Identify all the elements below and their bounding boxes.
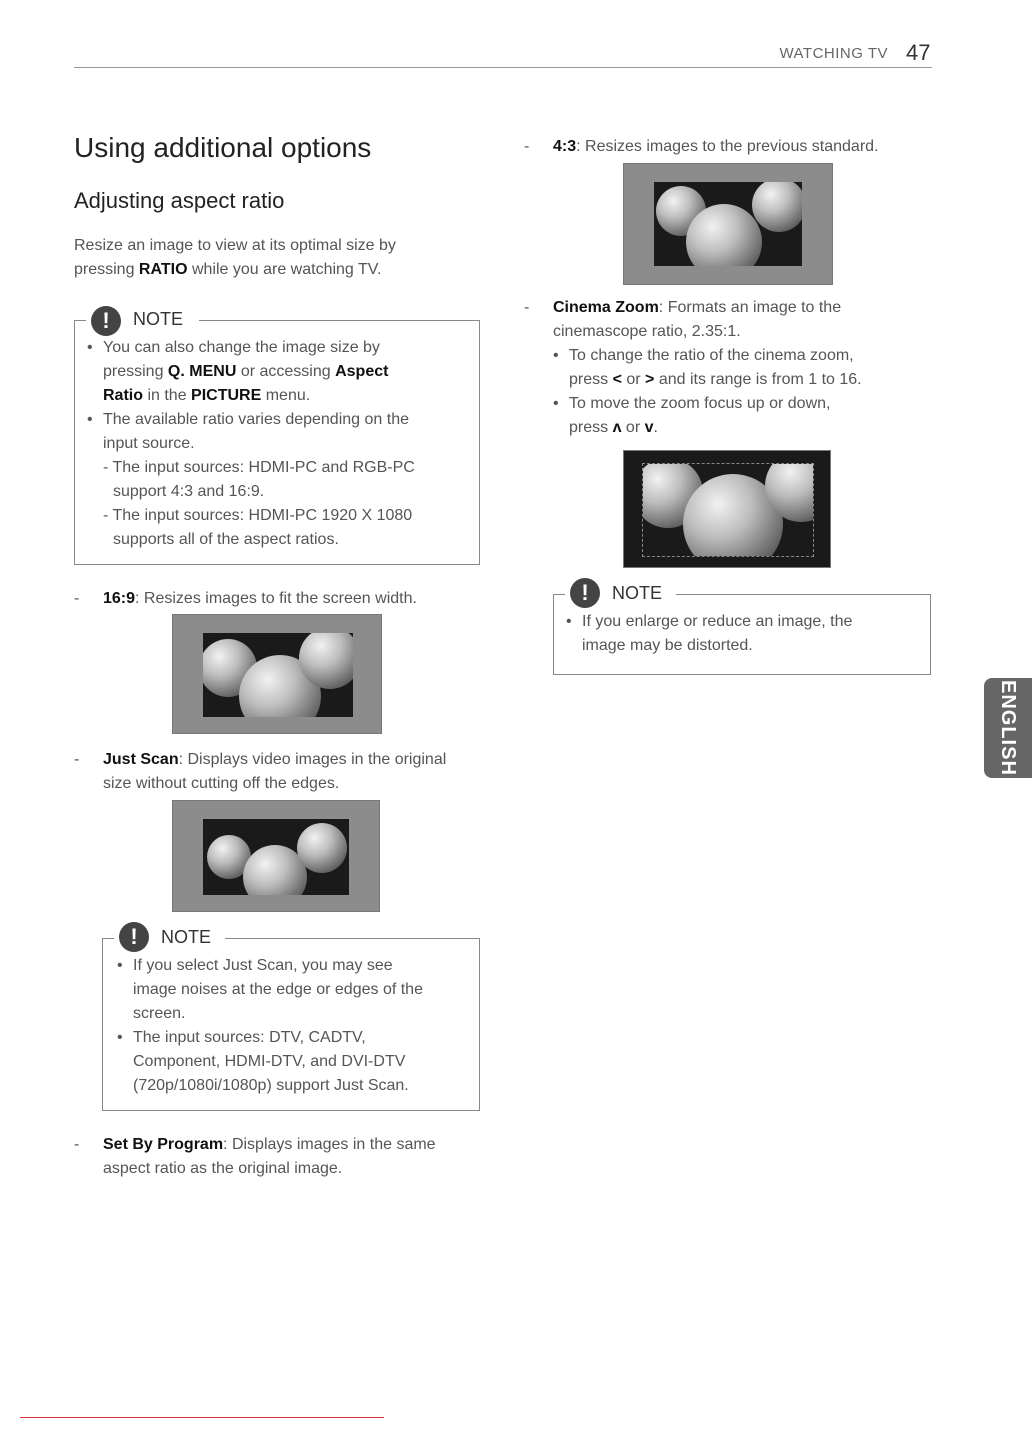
item-just-scan: - Just Scan: Displays video images in the original size without cutting off the edges.	[74, 751, 447, 792]
language-tab	[984, 678, 1032, 778]
section-subtitle: Adjusting aspect ratio	[74, 188, 285, 213]
note-box-3	[553, 580, 931, 675]
ratio-key: RATIO	[138, 261, 188, 278]
note-2-bullet-1: • If you select Just Scan, you may see image noises at the edge or edges of the screen.	[117, 954, 477, 1026]
footer-rule	[20, 1417, 384, 1418]
note-box-1	[74, 308, 480, 565]
language-tab-label: ENGLISH	[997, 680, 1019, 776]
cinema-bullet-1: • To change the ratio of the cinema zoom, press < or > and its range is from 1 to 16.	[553, 344, 933, 392]
note-label: NOTE	[612, 583, 663, 603]
note-1-bullet-1: • You can also change the image size by pressing Q. MENU or accessing Aspect Ratio in the PICTURE menu.	[87, 336, 475, 408]
page-title: Using additional options	[74, 132, 372, 163]
note-2-bullet-2: • The input sources: DTV, CADTV, Component, HDMI-DTV, and DVI-DTV (720p/1080i/1080p) support Just Scan.	[117, 1026, 477, 1098]
note-box-2	[102, 924, 480, 1111]
image-just-scan	[172, 800, 380, 912]
note-icon: !	[91, 306, 121, 336]
item-16-9: - 16:9: Resizes images to fit the screen width.	[74, 590, 417, 607]
note-3-bullet-1: • If you enlarge or reduce an image, the image may be distorted.	[566, 610, 926, 658]
header-rule	[74, 67, 932, 68]
note-label: NOTE	[133, 309, 184, 329]
image-16-9	[172, 614, 382, 734]
cinema-bullet-2: • To move the zoom focus up or down, press ʌ or v.	[553, 392, 933, 440]
note-icon: !	[570, 578, 600, 608]
note-1-bullet-2: • The available ratio varies depending on the input source. - The input sources: HDMI-PC and RGB-PC support 4:3 and 16:9. - The input sources: HDMI-PC 1920 X 1080 supports all of the aspect ratios.	[87, 408, 475, 552]
item-set-by-program: - Set By Program: Displays images in the same aspect ratio as the original image.	[74, 1136, 436, 1177]
note-icon: !	[119, 922, 149, 952]
note-3-body	[566, 610, 926, 658]
page-number: 47	[906, 40, 931, 65]
item-4-3: - 4:3: Resizes images to the previous standard.	[524, 138, 879, 155]
intro-paragraph: Resize an image to view at its optimal size by pressing RATIO while you are watching TV.	[74, 237, 396, 278]
section-title: WATCHING TV	[779, 45, 888, 62]
image-cinema-zoom	[623, 450, 831, 568]
image-4-3	[623, 163, 833, 285]
item-cinema-zoom: - Cinema Zoom: Formats an image to the cinemascope ratio, 2.35:1. • To change the ratio of the cinema zoom, press < or > and its range is from 1 to 16. • To move the zoom focus up or down, press ʌ or v.	[553, 296, 933, 440]
note-2-body	[117, 954, 477, 1098]
note-1-body	[87, 336, 475, 552]
note-label: NOTE	[161, 927, 212, 947]
